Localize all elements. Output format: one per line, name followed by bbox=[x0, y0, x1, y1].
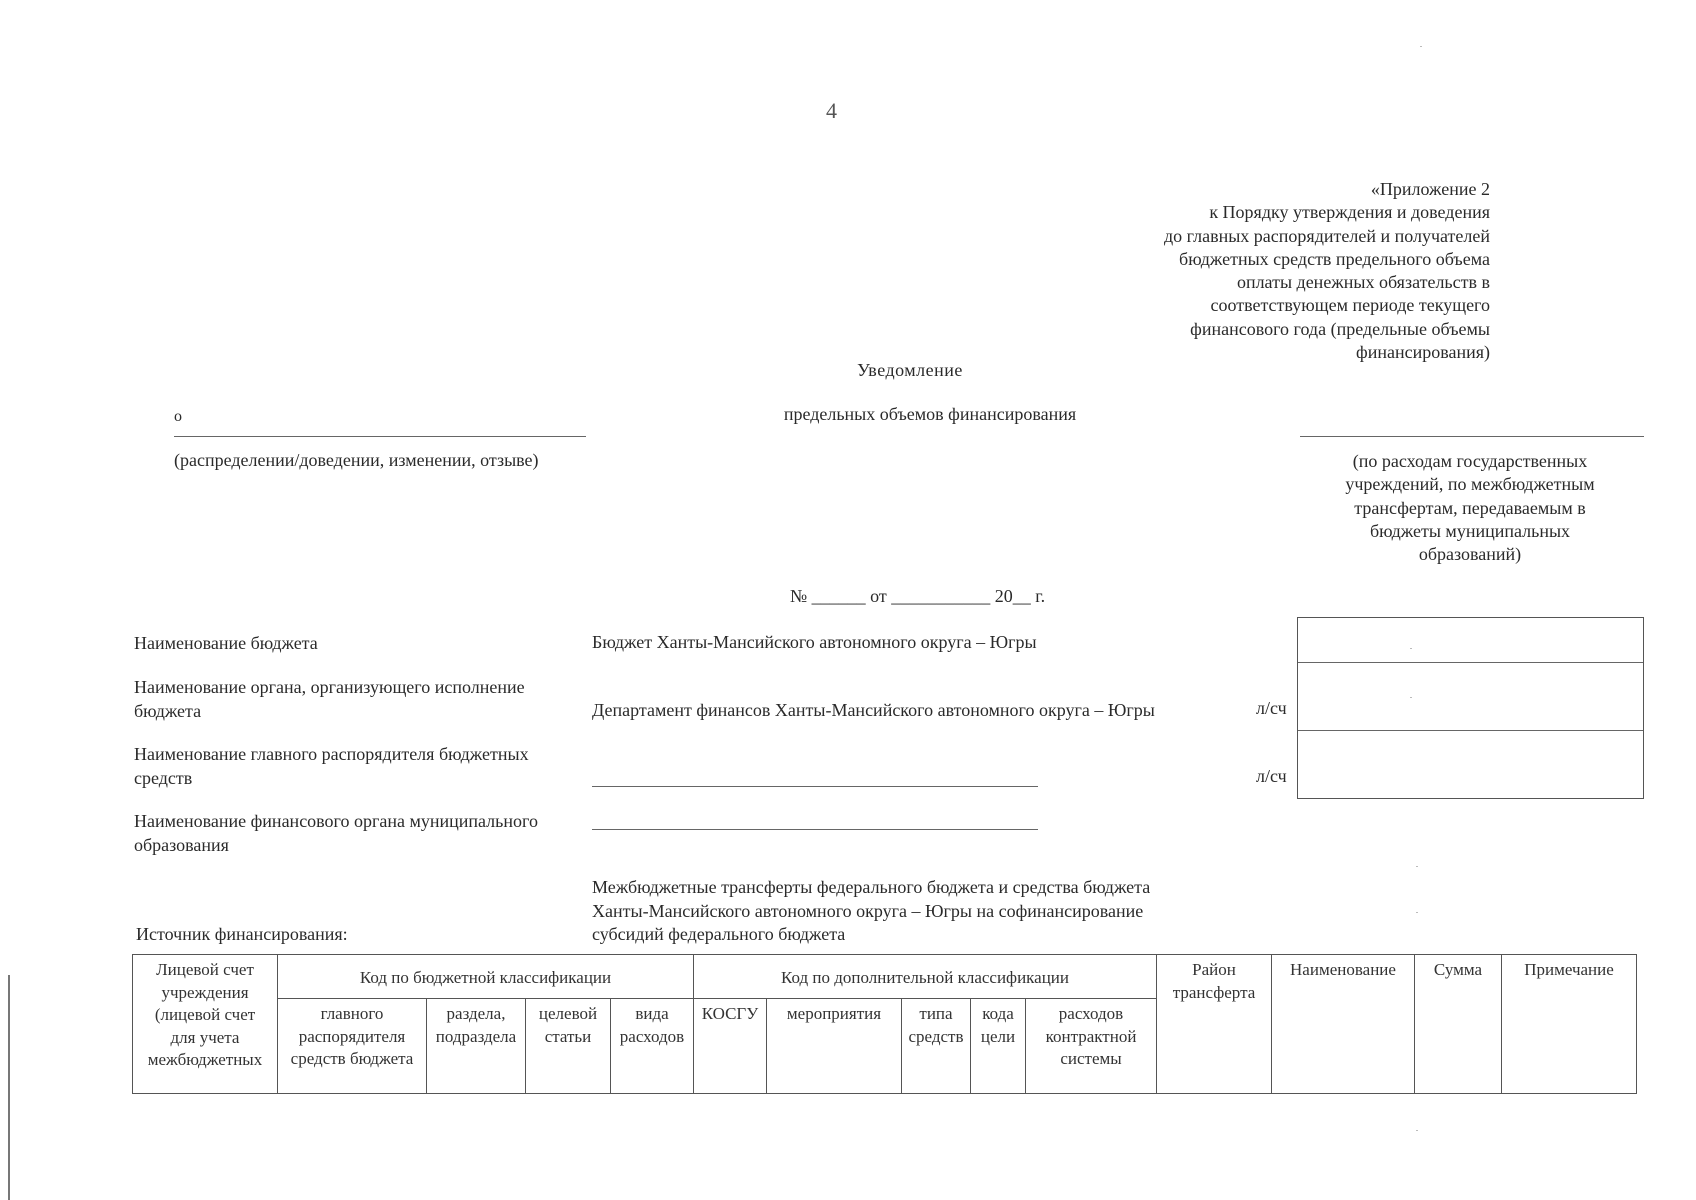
header-line: Район bbox=[1192, 960, 1236, 979]
expense-type-header bbox=[611, 999, 694, 1094]
purpose-code-header bbox=[971, 999, 1026, 1094]
scan-speck bbox=[1416, 912, 1418, 913]
note-line: трансфертам, передаваемым в bbox=[1354, 497, 1586, 518]
funding-source-line: субсидий федерального бюджета bbox=[592, 924, 846, 944]
appendix-line: «Приложение 2 bbox=[1370, 179, 1490, 199]
appendix-line: оплаты денежных обязательств в bbox=[1236, 272, 1490, 293]
appendix-line: бюджетных средств предельного объема bbox=[1179, 248, 1490, 269]
scan-speck bbox=[1420, 46, 1422, 47]
notice-o-prefix: о bbox=[174, 408, 182, 425]
header-line: учреждения bbox=[161, 982, 249, 1002]
appendix-line: финансирования) bbox=[1356, 342, 1490, 363]
chief-manager-account-label: л/сч bbox=[1256, 766, 1287, 786]
scan-speck bbox=[1410, 697, 1412, 698]
header-line: статьи bbox=[544, 1026, 592, 1046]
appendix-reference bbox=[1070, 178, 1490, 364]
notice-title: Уведомление bbox=[857, 360, 963, 380]
org-account-label: л/сч bbox=[1256, 698, 1287, 718]
header-line: для учета bbox=[170, 1027, 240, 1047]
org-value: Департамент финансов Ханты-Мансийского автономного округа – Югры bbox=[592, 700, 1155, 720]
header-line: средств bbox=[908, 1026, 964, 1046]
chief-manager-code-header bbox=[278, 999, 427, 1094]
additional-classification-header: Код по дополнительной классификации bbox=[694, 955, 1157, 999]
org-label-line: Наименование органа, организующего исполнение bbox=[134, 677, 525, 697]
target-article-header bbox=[526, 999, 611, 1094]
document-number-line: № ______ от ___________ 20__ г. bbox=[790, 586, 1046, 606]
section-header bbox=[427, 999, 526, 1094]
scan-speck bbox=[1416, 866, 1418, 867]
header-line: мероприятия bbox=[786, 1004, 882, 1023]
note-header: Примечание bbox=[1502, 955, 1637, 1094]
notice-left-note: (распределении/доведении, изменении, отзыве) bbox=[174, 450, 539, 470]
header-line: цели bbox=[980, 1026, 1016, 1046]
org-label bbox=[134, 675, 594, 723]
contract-system-header bbox=[1026, 999, 1157, 1094]
classification-table bbox=[132, 954, 1637, 1094]
header-line: расходов bbox=[619, 1026, 685, 1046]
notice-right-note bbox=[1300, 450, 1640, 566]
scan-speck bbox=[1416, 1130, 1418, 1131]
box-divider bbox=[1298, 730, 1643, 731]
sum-header: Сумма bbox=[1415, 955, 1502, 1094]
blank-line-right bbox=[1300, 436, 1644, 437]
fin-body-label-line: образования bbox=[134, 835, 229, 855]
funding-source-line: Ханты-Мансийского автономного округа – Югры на софинансирование bbox=[592, 900, 1144, 921]
header-line: Лицевой счет bbox=[156, 960, 254, 979]
header-line: раздела, bbox=[446, 1004, 506, 1023]
header-line: КОСГУ bbox=[701, 1004, 759, 1023]
blank-line-left bbox=[174, 436, 586, 437]
header-line: (лицевой счет bbox=[154, 1005, 256, 1024]
funding-source-label: Источник финансирования: bbox=[136, 924, 348, 944]
header-line: распорядителя bbox=[298, 1026, 406, 1046]
appendix-line: до главных распорядителей и получателей bbox=[1163, 225, 1490, 246]
header-line: системы bbox=[1060, 1049, 1122, 1068]
chief-manager-label-line: средств bbox=[134, 768, 193, 788]
activity-header bbox=[767, 999, 902, 1094]
budget-classification-header: Код по бюджетной классификации bbox=[278, 955, 694, 999]
chief-manager-label-line: Наименование главного распорядителя бюджетных bbox=[134, 744, 529, 764]
funding-source-value bbox=[592, 876, 1252, 947]
notice-subtitle: предельных объемов финансирования bbox=[783, 404, 1077, 424]
header-line: контрактной bbox=[1045, 1026, 1137, 1046]
note-line: образований) bbox=[1418, 544, 1522, 565]
budget-name-value: Бюджет Ханты-Мансийского автономного округа – Югры bbox=[592, 632, 1037, 652]
budget-name-label: Наименование бюджета bbox=[134, 633, 318, 653]
appendix-line: к Порядку утверждения и доведения bbox=[1209, 202, 1490, 223]
appendix-line: финансового года (предельные объемы bbox=[1190, 318, 1490, 339]
header-line: вида bbox=[635, 1004, 669, 1023]
funds-type-header bbox=[902, 999, 971, 1094]
district-header bbox=[1157, 955, 1272, 1094]
account-header bbox=[133, 955, 278, 1094]
appendix-line: соответствующем периоде текущего bbox=[1210, 295, 1490, 316]
page-number: 4 bbox=[826, 98, 837, 123]
scan-margin-line bbox=[8, 975, 10, 1200]
header-line: кода bbox=[982, 1004, 1014, 1023]
fin-body-label-line: Наименование финансового органа муниципального bbox=[134, 811, 538, 831]
name-header: Наименование bbox=[1272, 955, 1415, 1094]
header-line: типа bbox=[919, 1004, 953, 1023]
header-line: средств бюджета bbox=[290, 1049, 414, 1068]
header-line: межбюджетных bbox=[147, 1050, 263, 1069]
fin-body-blank bbox=[592, 829, 1038, 830]
kosgu-header bbox=[694, 999, 767, 1094]
header-line: главного bbox=[320, 1004, 384, 1023]
box-divider bbox=[1298, 662, 1643, 663]
chief-manager-blank bbox=[592, 786, 1038, 787]
header-line: расходов bbox=[1058, 1004, 1124, 1023]
fin-body-label bbox=[134, 809, 594, 857]
note-line: (по расходам государственных bbox=[1352, 451, 1588, 471]
note-line: бюджеты муниципальных bbox=[1369, 520, 1571, 541]
header-line: трансферта bbox=[1172, 982, 1256, 1002]
chief-manager-label bbox=[134, 742, 594, 790]
org-label-line: бюджета bbox=[134, 701, 202, 721]
note-line: учреждений, по межбюджетным bbox=[1345, 474, 1595, 495]
funding-source-line: Межбюджетные трансферты федерального бюджета и средства бюджета bbox=[592, 877, 1151, 897]
header-line: целевой bbox=[538, 1004, 598, 1023]
scan-speck bbox=[1410, 648, 1412, 649]
account-code-box bbox=[1297, 617, 1644, 799]
header-line: подраздела bbox=[435, 1026, 517, 1046]
